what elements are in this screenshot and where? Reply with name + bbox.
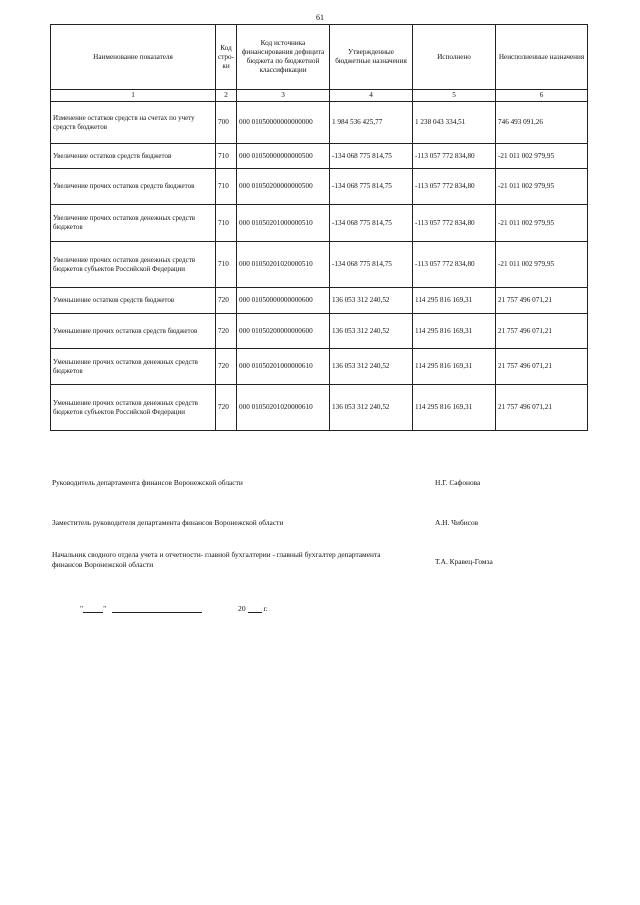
column-number: 4 <box>330 90 413 102</box>
unexecuted-amount: 21 757 496 071,21 <box>496 349 588 385</box>
signer-name: А.Н. Чибисов <box>435 518 479 527</box>
indicator-name: Уменьшение прочих остатков денежных средств бюджетов <box>51 349 216 385</box>
table-row <box>51 314 588 349</box>
approved-amount: 136 053 312 240,52 <box>330 288 413 314</box>
table-row <box>51 205 588 242</box>
month-blank <box>112 604 202 613</box>
table-row <box>51 349 588 385</box>
table-row <box>51 385 588 431</box>
line-code: 720 <box>216 385 237 431</box>
line-code: 720 <box>216 314 237 349</box>
executed-amount: -113 057 772 834,80 <box>413 144 496 169</box>
executed-amount: 114 295 816 169,31 <box>413 349 496 385</box>
unexecuted-amount: 21 757 496 071,21 <box>496 288 588 314</box>
line-code: 720 <box>216 288 237 314</box>
table-row <box>51 102 588 144</box>
executed-amount: 114 295 816 169,31 <box>413 314 496 349</box>
line-code: 700 <box>216 102 237 144</box>
approved-amount: 136 053 312 240,52 <box>330 349 413 385</box>
source-code: 000 01050000000000600 <box>237 288 330 314</box>
executed-amount: -113 057 772 834,80 <box>413 205 496 242</box>
approved-amount: -134 068 775 814,75 <box>330 144 413 169</box>
approved-amount: -134 068 775 814,75 <box>330 169 413 205</box>
source-code: 000 01050200000000500 <box>237 169 330 205</box>
unexecuted-amount: -21 011 002 979,95 <box>496 144 588 169</box>
source-code: 000 01050201000000610 <box>237 349 330 385</box>
approved-amount: -134 068 775 814,75 <box>330 205 413 242</box>
header-line-code: Код стро-ки <box>216 25 237 90</box>
executed-amount: -113 057 772 834,80 <box>413 242 496 288</box>
line-code: 710 <box>216 169 237 205</box>
table-row <box>51 242 588 288</box>
date-open-quote: " <box>80 604 84 613</box>
indicator-name: Уменьшение остатков средств бюджетов <box>51 288 216 314</box>
date-close-quote: " <box>103 604 107 613</box>
unexecuted-amount: 746 493 091,26 <box>496 102 588 144</box>
unexecuted-amount: -21 011 002 979,95 <box>496 205 588 242</box>
table-header-row <box>51 25 588 90</box>
unexecuted-amount: -21 011 002 979,95 <box>496 169 588 205</box>
signer-title: Начальник сводного отдела учета и отчетности- главной бухгалтерии - главный бухгалтер департамента финансов Воронежской области <box>52 550 381 569</box>
line-code: 710 <box>216 242 237 288</box>
column-number-row <box>51 90 588 102</box>
source-code: 000 01050201020000510 <box>237 242 330 288</box>
header-indicator-name: Наименование показателя <box>51 25 216 90</box>
source-code: 000 01050200000000600 <box>237 314 330 349</box>
signer-title: Заместитель руководителя департамента финансов Воронежской области <box>52 518 284 527</box>
column-number: 6 <box>496 90 588 102</box>
table-row <box>51 144 588 169</box>
unexecuted-amount: -21 011 002 979,95 <box>496 242 588 288</box>
column-number: 5 <box>413 90 496 102</box>
line-code: 720 <box>216 349 237 385</box>
day-blank <box>83 604 103 613</box>
approved-amount: 136 053 312 240,52 <box>330 314 413 349</box>
indicator-name: Увеличение остатков средств бюджетов <box>51 144 216 169</box>
line-code: 710 <box>216 205 237 242</box>
signer-name: Т.А. Кравец-Гомза <box>435 557 493 566</box>
indicator-name: Увеличение прочих остатков средств бюджетов <box>51 169 216 205</box>
header-unexecuted: Неисполненные назначения <box>496 25 588 90</box>
signer-title: Руководитель департамента финансов Воронежской области <box>52 478 243 487</box>
column-number: 1 <box>51 90 216 102</box>
line-code: 710 <box>216 144 237 169</box>
table-row <box>51 288 588 314</box>
executed-amount: -113 057 772 834,80 <box>413 169 496 205</box>
header-source-code: Код источника финансирования дефицита бюджета по бюджетной классификации <box>237 25 330 90</box>
source-code: 000 01050000000000500 <box>237 144 330 169</box>
column-number: 2 <box>216 90 237 102</box>
unexecuted-amount: 21 757 496 071,21 <box>496 385 588 431</box>
source-code: 000 01050201000000510 <box>237 205 330 242</box>
approved-amount: -134 068 775 814,75 <box>330 242 413 288</box>
page-number: 61 <box>316 13 324 22</box>
year-suffix: г. <box>263 604 268 613</box>
approved-amount: 136 053 312 240,52 <box>330 385 413 431</box>
indicator-name: Уменьшение прочих остатков денежных средств бюджетов субъектов Российской Федерации <box>51 385 216 431</box>
signer-name: Н.Г. Сафонова <box>435 478 481 487</box>
table-row <box>51 169 588 205</box>
date-line <box>80 604 268 613</box>
column-number: 3 <box>237 90 330 102</box>
year-prefix: 20 <box>238 604 246 613</box>
budget-sources-table <box>50 24 588 431</box>
executed-amount: 114 295 816 169,31 <box>413 385 496 431</box>
indicator-name: Увеличение прочих остатков денежных средств бюджетов <box>51 205 216 242</box>
approved-amount: 1 984 536 425,77 <box>330 102 413 144</box>
year-blank <box>248 604 262 613</box>
unexecuted-amount: 21 757 496 071,21 <box>496 314 588 349</box>
indicator-name: Увеличение прочих остатков денежных средств бюджетов субъектов Российской Федерации <box>51 242 216 288</box>
header-executed: Исполнено <box>413 25 496 90</box>
indicator-name: Изменение остатков средств на счетах по учету средств бюджетов <box>51 102 216 144</box>
source-code: 000 01050201020000610 <box>237 385 330 431</box>
header-approved: Утвержденные бюджетные назначения <box>330 25 413 90</box>
source-code: 000 01050000000000000 <box>237 102 330 144</box>
indicator-name: Уменьшение прочих остатков средств бюджетов <box>51 314 216 349</box>
executed-amount: 1 238 043 334,51 <box>413 102 496 144</box>
executed-amount: 114 295 816 169,31 <box>413 288 496 314</box>
